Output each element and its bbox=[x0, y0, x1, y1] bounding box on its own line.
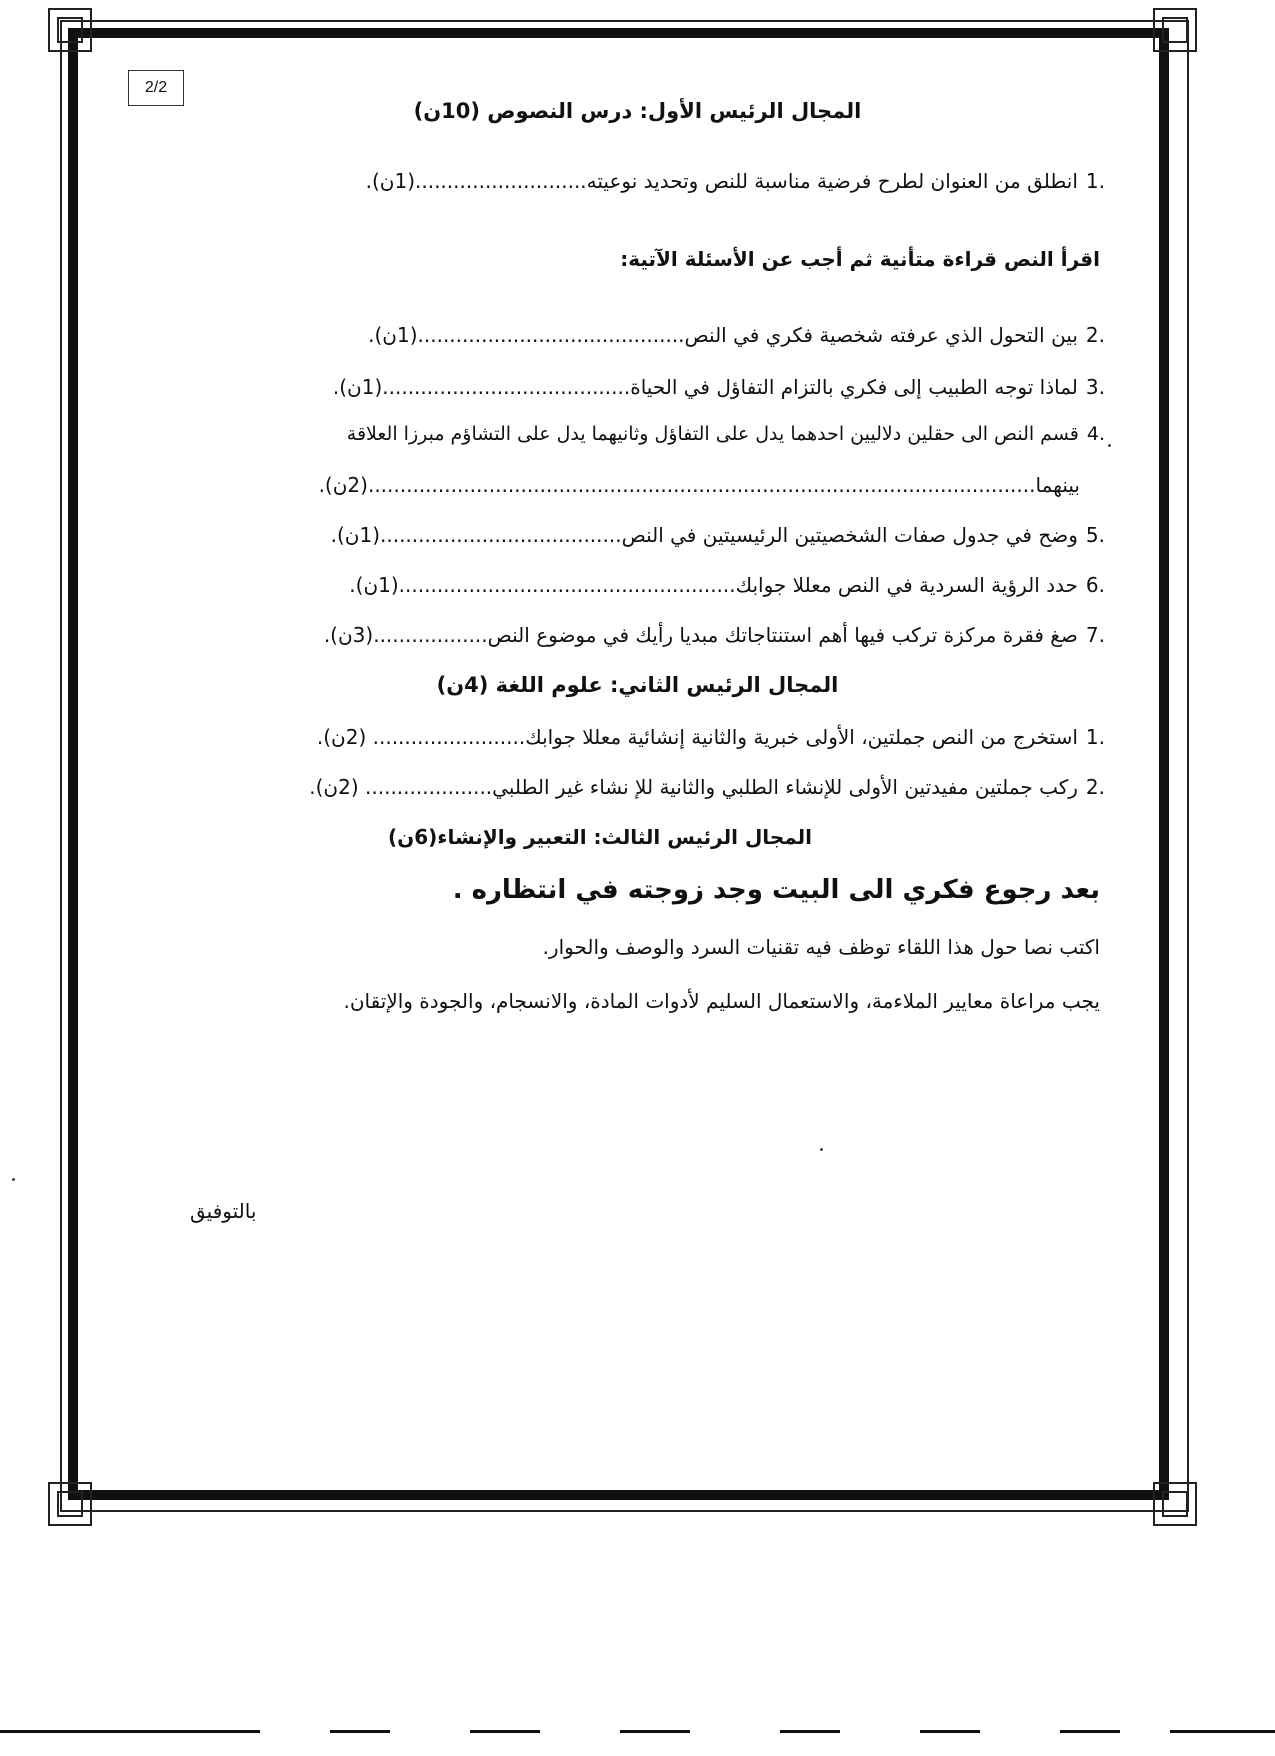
corner-ornament-bottom-left bbox=[48, 1482, 92, 1526]
reading-instruction: اقرأ النص قراءة متأنية ثم أجب عن الأسئلة الآتية: bbox=[620, 247, 1100, 271]
question-number: .3 bbox=[1085, 375, 1105, 399]
section2-question-2 bbox=[150, 774, 1105, 800]
section1-question-1 bbox=[150, 168, 1105, 194]
question-number: .4 bbox=[1086, 423, 1105, 445]
bottom-rule bbox=[780, 1730, 840, 1733]
scan-mark bbox=[820, 1148, 823, 1151]
essay-prompt: بعد رجوع فكري الى البيت وجد زوجته في انتظاره . bbox=[452, 875, 1100, 905]
question-number: .1 bbox=[1085, 169, 1105, 193]
question-text: انطلق من العنوان لطرح فرضية مناسبة للنص وتحديد نوعيته...........................(1ن). bbox=[365, 169, 1078, 193]
question-number: .6 bbox=[1085, 573, 1105, 597]
bottom-rule bbox=[330, 1730, 390, 1733]
section3-title: المجال الرئيس الثالث: التعبير والإنشاء(6ن) bbox=[387, 825, 813, 849]
section1-question-6 bbox=[150, 572, 1105, 598]
section1-question-4-continued: بينهما.........................................................................................................(2ن). bbox=[318, 473, 1080, 497]
question-text: وضح في جدول صفات الشخصيتين الرئيسيتين في النص......................................(1ن). bbox=[330, 523, 1078, 547]
section1-question-7 bbox=[150, 622, 1105, 648]
question-text: بين التحول الذي عرفته شخصية فكري في النص..........................................(1ن). bbox=[368, 323, 1078, 347]
bottom-rule bbox=[0, 1730, 260, 1733]
bottom-rule bbox=[920, 1730, 980, 1733]
essay-task: اكتب نصا حول هذا اللقاء توظف فيه تقنيات السرد والوصف والحوار. bbox=[542, 935, 1100, 959]
question-text: استخرج من النص جملتين، الأولى خبرية والثانية إنشائية معللا جوابك........................ (2ن). bbox=[316, 725, 1078, 749]
scan-mark bbox=[12, 1178, 15, 1181]
section1-title: المجال الرئيس الأول: درس النصوص (10ن) bbox=[413, 99, 862, 123]
grading-criteria: يجب مراعاة معايير الملاءمة، والاستعمال السليم لأدوات المادة، والانسجام، والجودة والإتقان. bbox=[343, 989, 1100, 1013]
question-number: .5 bbox=[1085, 523, 1105, 547]
question-text: صغ فقرة مركزة تركب فيها أهم استنتاجاتك مبديا رأيك في موضوع النص..................(3ن). bbox=[323, 623, 1078, 647]
page-number: 2/2 bbox=[128, 70, 184, 106]
bottom-rule bbox=[1060, 1730, 1120, 1733]
section2-title: المجال الرئيس الثاني: علوم اللغة (4ن) bbox=[436, 673, 839, 697]
bottom-rule bbox=[1170, 1730, 1275, 1733]
corner-ornament-top-right bbox=[1153, 8, 1197, 52]
question-text: ركب جملتين مفيدتين الأولى للإنشاء الطلبي والثانية للإ نشاء غير الطلبي.................... (2ن). bbox=[309, 775, 1078, 799]
question-number: .2 bbox=[1085, 775, 1105, 799]
bottom-rule bbox=[620, 1730, 690, 1733]
section1-question-5 bbox=[150, 522, 1105, 548]
section1-question-3 bbox=[150, 374, 1105, 400]
question-text: حدد الرؤية السردية في النص معللا جوابك.....................................................(1ن). bbox=[349, 573, 1078, 597]
section1-question-4 bbox=[150, 422, 1105, 447]
section1-question-2 bbox=[150, 322, 1105, 348]
bottom-rule bbox=[470, 1730, 540, 1733]
question-number: .1 bbox=[1085, 725, 1105, 749]
closing-good-luck: بالتوفيق bbox=[190, 1199, 257, 1223]
corner-ornament-top-left bbox=[48, 8, 92, 52]
question-number: .7 bbox=[1085, 623, 1105, 647]
corner-ornament-bottom-right bbox=[1153, 1482, 1197, 1526]
question-number: .2 bbox=[1085, 323, 1105, 347]
scan-mark bbox=[1108, 444, 1111, 447]
section2-question-1 bbox=[150, 724, 1105, 750]
question-text: لماذا توجه الطبيب إلى فكري بالتزام التفاؤل في الحياة.......................................(1ن). bbox=[332, 375, 1078, 399]
question-text: قسم النص الى حقلين دلاليين احدهما يدل على التفاؤل وثانيهما يدل على التشاؤم مبرزا العلاقة bbox=[346, 423, 1079, 445]
